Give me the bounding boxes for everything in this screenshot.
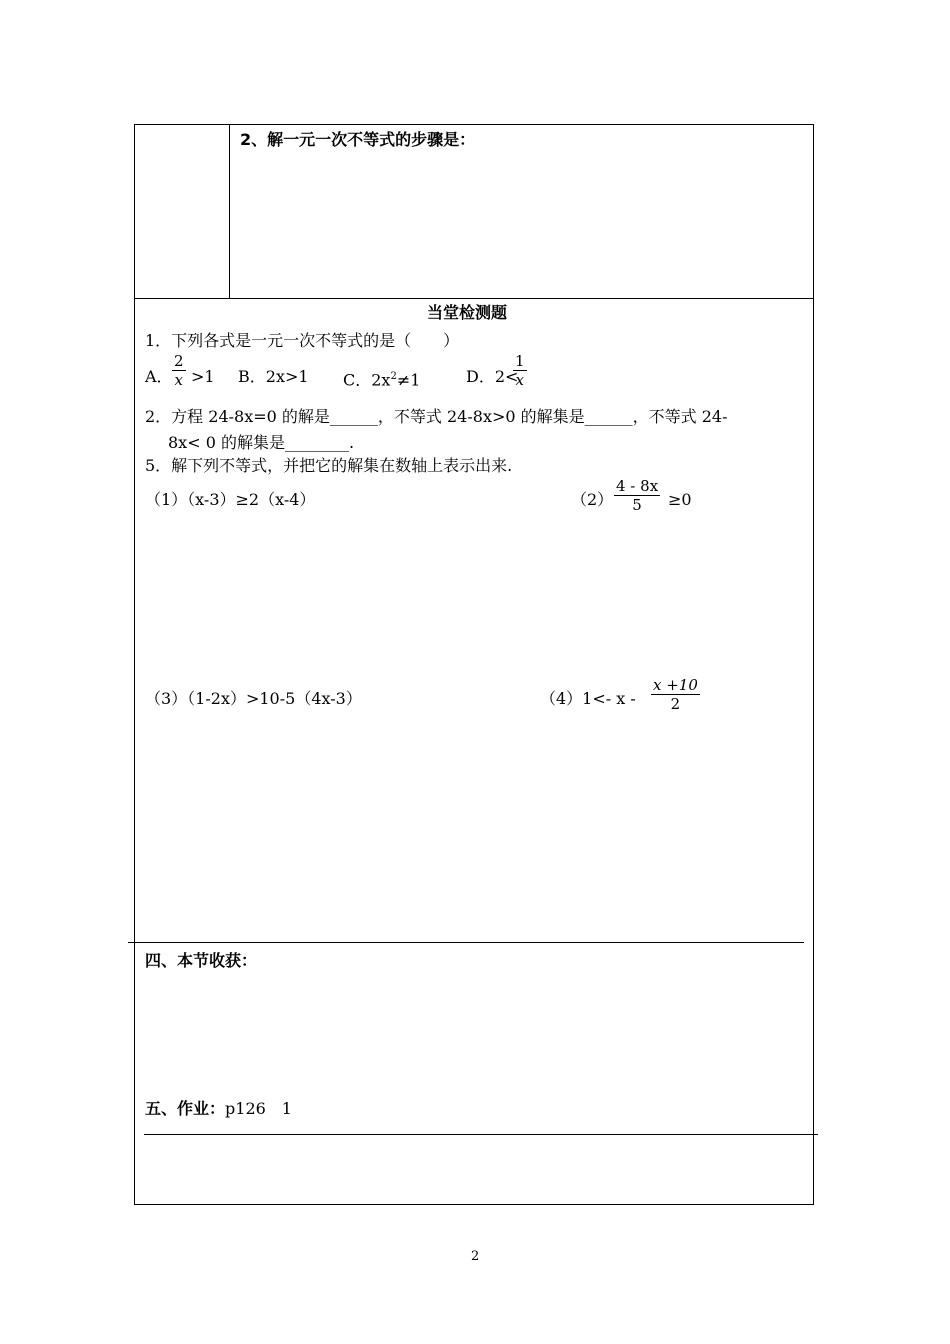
fraction-denominator: x bbox=[515, 371, 524, 389]
question-5-part-2-fraction bbox=[614, 477, 660, 514]
question-2-line-2: 8x< 0 的解集是________. bbox=[168, 433, 355, 452]
steps-heading: 2、解一元一次不等式的步骤是： bbox=[240, 130, 476, 149]
fraction-numerator: 2 bbox=[174, 352, 184, 370]
question-1-stem: 1．下列各式是一元一次不等式的是（ ） bbox=[145, 331, 460, 350]
harvest-heading: 四、本节收获： bbox=[145, 951, 258, 970]
option-c-superscript: 2 bbox=[390, 371, 397, 382]
option-d-fraction bbox=[513, 352, 527, 389]
fraction-denominator: 5 bbox=[632, 496, 642, 514]
fraction-numerator: x +10 bbox=[653, 676, 698, 694]
table-border-left bbox=[134, 124, 135, 1205]
fraction-denominator: x bbox=[174, 371, 183, 389]
question-5-part-2-tail: ≥0 bbox=[668, 490, 692, 509]
homework-line bbox=[145, 1099, 292, 1119]
table-border-bottom bbox=[134, 1204, 814, 1205]
row1-column-divider bbox=[229, 124, 230, 299]
option-c bbox=[343, 367, 420, 390]
question-5-part-2-label: （2） bbox=[571, 490, 614, 509]
question-5-part-1: （1）（x-3）≥2（x-4） bbox=[145, 490, 316, 509]
option-c-tail: ≠1 bbox=[396, 370, 421, 390]
option-a-label: A． bbox=[145, 367, 173, 386]
option-d-label: D．2< bbox=[466, 367, 519, 386]
fraction-numerator: 4 - 8x bbox=[616, 477, 659, 495]
question-5-part-4-label: （4）1<- x - bbox=[540, 689, 636, 708]
table-border-right bbox=[813, 124, 814, 1205]
quiz-title: 当堂检测题 bbox=[427, 303, 508, 322]
question-5-part-3: （3）（1-2x）>10-5（4x-3） bbox=[145, 689, 362, 708]
quiz-bottom-line bbox=[128, 942, 804, 943]
question-5-part-4-fraction bbox=[651, 676, 700, 713]
page-number: 2 bbox=[471, 1249, 480, 1264]
option-b: B．2x>1 bbox=[238, 367, 309, 386]
question-5-stem: 5．解下列不等式，并把它的解集在数轴上表示出来. bbox=[145, 456, 513, 475]
table-border-top bbox=[134, 124, 814, 125]
option-a-tail: >1 bbox=[191, 367, 215, 386]
row1-separator bbox=[134, 298, 814, 299]
fraction-denominator: 2 bbox=[670, 695, 681, 713]
fraction-numerator: 1 bbox=[515, 352, 525, 370]
option-c-prefix: C．2x bbox=[343, 370, 391, 390]
homework-heading: 五、作业： bbox=[145, 1099, 226, 1118]
homework-underline bbox=[144, 1134, 818, 1135]
homework-value: p126 1 bbox=[225, 1099, 292, 1118]
question-2-line-1: 2．方程 24-8x=0 的解是______，不等式 24-8x>0 的解集是______，不等式 24- bbox=[145, 407, 728, 426]
option-a-fraction bbox=[172, 352, 186, 389]
